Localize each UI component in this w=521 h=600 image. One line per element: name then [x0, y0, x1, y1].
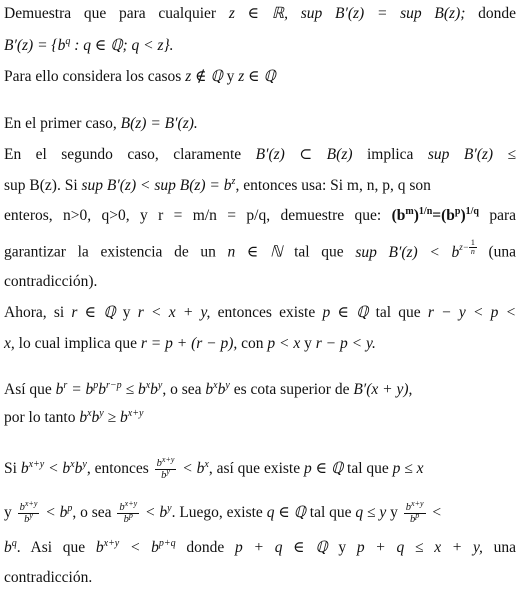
math-expression: < $b^p$ — [41, 503, 73, 522]
math-expression: z ∈ ℝ, — [228, 5, 288, 22]
line-text: . Asi que — [16, 539, 86, 556]
math-expression: r − p < y. — [315, 335, 376, 352]
line-text: donde — [186, 539, 225, 556]
math-expression: B(z) = B′(z). — [120, 115, 198, 132]
line-text: y — [4, 504, 12, 522]
line-text: y — [226, 68, 235, 85]
math-expression: $b^q$ — [4, 538, 17, 556]
text-line-9 — [4, 272, 516, 292]
line-text: , entonces usa: Si m, n, p, q son — [235, 177, 431, 194]
text-line-17 — [4, 568, 516, 588]
line-text: , o sea — [162, 381, 202, 398]
math-expression: p ∈ ℚ — [303, 460, 344, 478]
math-expression: p ∈ ℚ — [322, 304, 369, 321]
fraction: $\frac{b^{x+y}}{b^p}$ — [405, 499, 424, 525]
line-text: contradicción. — [4, 569, 93, 586]
line-text: , entonces — [86, 460, 149, 478]
text-line-5 — [4, 145, 516, 165]
line-text: En el segundo caso, claramente — [4, 146, 242, 163]
text-line-16 — [4, 538, 516, 558]
math-expression: $b^{x+y} < b^{p+q}$ — [95, 538, 176, 556]
math-expression: p + q ≤ x + y, — [356, 539, 483, 556]
math-expression: q ∈ ℚ — [266, 504, 306, 522]
math-expression: x, — [4, 335, 15, 352]
text-line-12 — [4, 380, 516, 400]
line-text: tal que — [375, 304, 421, 321]
math-expression: $B'(z) = \{b^q$ : q ∈ ℚ; q < z}. — [4, 36, 174, 54]
text-line-14 — [4, 455, 516, 481]
line-text: donde — [478, 5, 517, 22]
line-text: , o sea — [72, 504, 112, 522]
math-expression: z ∈ ℚ — [238, 68, 276, 85]
math-expression: sup $B'(z) < b^{z- \frac{1}{n}}$ — [355, 238, 475, 261]
line-text: por lo tanto — [4, 409, 76, 426]
line-text: (una — [488, 243, 517, 261]
line-text: es cota superior de — [233, 381, 350, 398]
math-expression: < $b^x$ — [178, 459, 209, 478]
text-line-7 — [4, 206, 516, 226]
math-expression: sup B′(z) < sup $B(z) = b^z$ — [81, 176, 236, 194]
line-text: lo cual implica que — [18, 335, 138, 352]
line-text: Demuestra que para cualquier — [4, 5, 217, 22]
line-text: enteros, n>0, q>0, y r = m/n = p/q, demuestre que: — [4, 207, 382, 224]
fraction: $\frac{b^{x+y}}{b^y}$ — [19, 499, 38, 525]
line-text: garantizar la existencia de un — [4, 243, 216, 261]
math-expression: r − y < p < — [427, 304, 517, 321]
fraction: $\frac{b^{x+y}}{b^y}$ — [156, 455, 175, 481]
text-line-6 — [4, 176, 516, 196]
line-text: Si — [4, 460, 17, 478]
text-line-11 — [4, 334, 516, 354]
text-line-15 — [4, 499, 516, 525]
line-text: Para ello considera los casos — [4, 68, 182, 85]
math-expression: n ∈ ℕ — [227, 243, 283, 261]
math-expression: q ≤ y — [355, 504, 387, 522]
line-text: con — [241, 335, 264, 352]
line-text: tal que — [294, 243, 344, 261]
math-expression: $b^{x+y} < b^xb^y$ — [20, 459, 87, 478]
line-text: implica — [366, 146, 414, 163]
text-line-4 — [4, 114, 516, 134]
math-expression: < — [427, 504, 442, 522]
line-text: tal que — [347, 460, 389, 478]
text-line-2 — [4, 36, 516, 56]
math-expression: p + q ∈ ℚ — [235, 539, 328, 556]
math-expression: r = p + (r − p), — [140, 335, 238, 352]
math-expression: z ∉ ℚ — [185, 68, 223, 85]
line-text: para — [489, 207, 517, 224]
text-line-13 — [4, 408, 516, 428]
line-text: Ahora, si — [4, 304, 65, 321]
text-line-10 — [4, 303, 516, 323]
math-expression: $b^xb^y \ge b^{x+y}$ — [79, 408, 144, 426]
math-expression: $b^xb^y$ — [205, 380, 230, 398]
math-expression: $b^r = b^pb^{r-p} \le b^xb^y$ — [55, 380, 163, 398]
math-expression: p < x — [267, 335, 301, 352]
line-text: entonces existe — [217, 304, 316, 321]
text-line-1 — [4, 4, 516, 24]
math-expression: p ≤ x — [392, 460, 424, 478]
math-expression: sup B′(z) ≤ — [427, 146, 517, 163]
line-text: y — [122, 304, 131, 321]
line-text: sup B(z). Si — [4, 177, 78, 194]
line-text: tal que — [309, 504, 352, 522]
line-text: y — [304, 335, 312, 352]
math-expression: r ∈ ℚ — [71, 304, 116, 321]
math-expression: B′(z) ⊂ B(z) — [255, 146, 353, 163]
line-text: . Luego, existe — [171, 504, 263, 522]
text-line-8 — [4, 239, 516, 263]
math-expression: r < x + y, — [137, 304, 211, 321]
line-text: , así que existe — [208, 460, 301, 478]
fraction: $\frac{b^{x+y}}{b^p}$ — [119, 499, 138, 525]
math-expression: sup B′(z) = sup B(z); — [300, 5, 466, 22]
math-expression: B′(x + y), — [353, 381, 413, 398]
line-text: Así que — [4, 381, 52, 398]
bold-formula: $(b^m)^{1/n}=(b^p)^{1/q}$ — [391, 206, 479, 224]
line-text: una — [493, 539, 517, 556]
line-text: contradicción). — [4, 273, 98, 290]
line-text: y — [390, 504, 398, 522]
text-line-3 — [4, 67, 516, 87]
line-text: En el primer caso, — [4, 115, 117, 132]
math-expression: < $b^y$ — [141, 503, 172, 522]
line-text: y — [338, 539, 347, 556]
